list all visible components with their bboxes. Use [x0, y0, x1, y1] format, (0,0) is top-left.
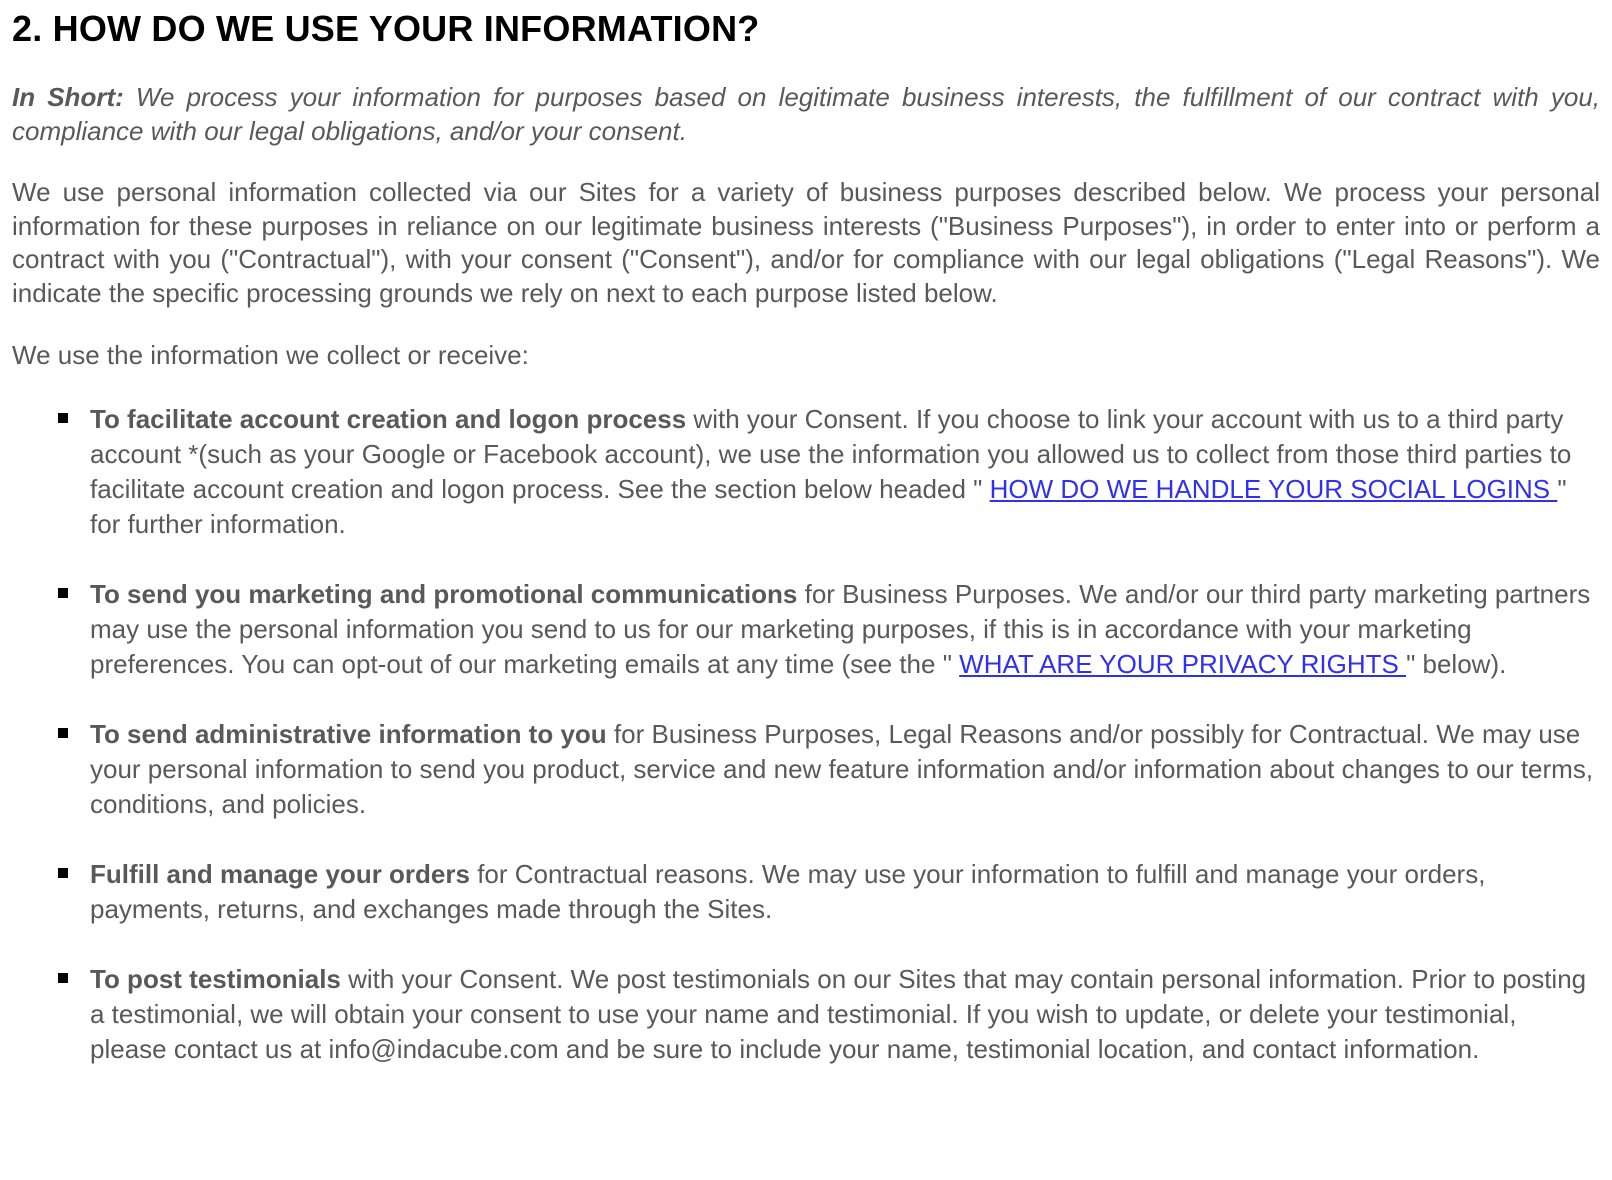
square-bullet-icon — [58, 868, 68, 878]
in-short-text: We process your information for purposes based on legitimate business interests, the fulfillment of our contract with you, compliance with our legal obligations, and/or your consent. — [12, 82, 1601, 146]
privacy-rights-link[interactable]: WHAT ARE YOUR PRIVACY RIGHTS — [959, 649, 1407, 679]
purpose-title: To post testimonials — [90, 964, 341, 994]
purpose-list — [12, 402, 1600, 1067]
list-item — [12, 402, 1600, 542]
purpose-title: Fulfill and manage your orders — [90, 859, 470, 889]
in-short-summary — [12, 80, 1600, 148]
purpose-title: To send you marketing and promotional communications — [90, 579, 798, 609]
social-logins-link[interactable]: HOW DO WE HANDLE YOUR SOCIAL LOGINS — [989, 474, 1558, 504]
purpose-text: for Contractual reasons. We may use your information to fulfill and manage your orders, payments, returns, and exchanges made through the Sites. — [90, 859, 1486, 924]
section-heading: 2. HOW DO WE USE YOUR INFORMATION? — [12, 8, 760, 49]
square-bullet-icon — [58, 588, 68, 598]
square-bullet-icon — [58, 973, 68, 983]
purpose-text-after: " below). — [1406, 649, 1507, 679]
purpose-title: To facilitate account creation and logon process — [90, 404, 687, 434]
purpose-text: for Business Purposes, Legal Reasons and/or possibly for Contractual. We may use your personal information to send you product, service and new feature information and/or information about changes to our terms, conditions, and policies. — [90, 719, 1594, 819]
square-bullet-icon — [58, 728, 68, 738]
list-lead: We use the information we collect or receive: — [12, 340, 529, 370]
purpose-text: with your Consent. We post testimonials on our Sites that may contain personal information. Prior to posting a testimonial, we will obtain your consent to use your name and testimonial. If you wish to update, or delete your testimonial, please contact us at info@indacube.com and be sure to include your name, testimonial location, and contact information. — [90, 964, 1587, 1064]
intro-paragraph: We use personal information collected via our Sites for a variety of business purposes described below. We process your personal information for these purposes in reliance on our legitimate business interests ("Business Purposes"), in order to enter into or perform a contract with you ("Contractual"), with your consent ("Consent"), and/or for compliance with our legal obligations ("Legal Reasons"). We indicate the specific processing grounds we rely on next to each purpose listed below. — [12, 177, 1600, 308]
list-item — [12, 857, 1600, 927]
list-item — [12, 962, 1600, 1067]
square-bullet-icon — [58, 413, 68, 423]
purpose-text: for Business Purposes. We and/or our third party marketing partners may use the personal information you send to us for our marketing purposes, if this is in accordance with your marketing preferences. You can opt-out of our marketing emails at any time (see the " — [90, 579, 1591, 679]
purpose-text-after: " for further information. — [90, 474, 1567, 539]
list-item — [12, 717, 1600, 822]
list-item — [12, 577, 1600, 682]
in-short-label: In Short: — [12, 82, 124, 112]
purpose-text: with your Consent. If you choose to link your account with us to a third party account *(such as your Google or Facebook account), we use the information you allowed us to collect from those third parties to facilitate account creation and logon process. See the section below headed " — [90, 404, 1572, 504]
purpose-title: To send administrative information to you — [90, 719, 607, 749]
